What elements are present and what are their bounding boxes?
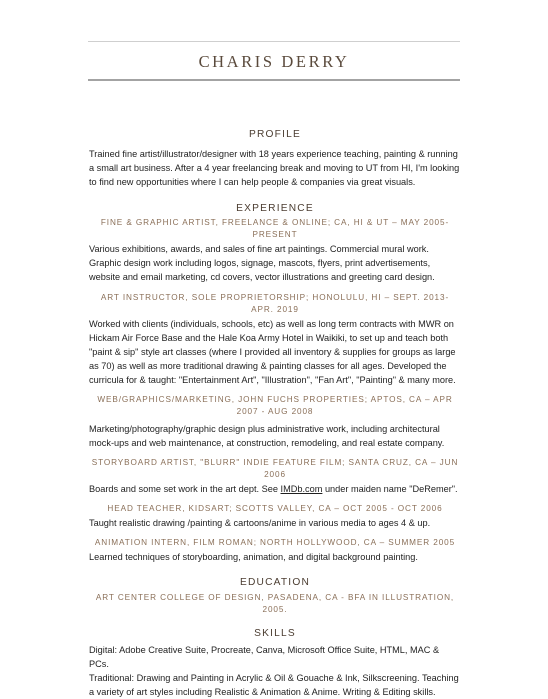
job-title: HEAD TEACHER, KIDSART; SCOTTS VALLEY, CA – OCT 2005 - OCT 2006 <box>107 504 443 514</box>
job-entry <box>89 292 461 387</box>
resume-name: CHARIS DERRY <box>198 52 350 71</box>
job-entry <box>89 503 461 530</box>
resume-content <box>89 128 461 699</box>
skills-traditional: Traditional: Drawing and Painting in Acrylic & Oil & Gouache & Ink, Silkscreening. Teaching a variety of art styles including Realistic & Animation & Anime. Writing & Editing skills. <box>89 672 459 697</box>
job-title: ART INSTRUCTOR, SOLE PROPRIETORSHIP; HONOLULU, HI – SEPT. 2013- APR. 2019 <box>100 292 450 314</box>
profile-heading: PROFILE <box>249 129 301 140</box>
job-title: STORYBOARD ARTIST, "BLURR" INDIE FEATURE FILM; SANTA CRUZ, CA – JUN 2006 <box>91 458 459 480</box>
experience-heading: EXPERIENCE <box>236 203 314 215</box>
education-heading: EDUCATION <box>239 576 311 588</box>
skills-heading: SKILLS <box>254 627 296 639</box>
job-description: Marketing/photography/graphic design plus administrative work, including architectural mock-ups and web maintenance, at construction, remodeling, and real estate company. <box>89 424 445 449</box>
job-description: Various exhibitions, awards, and sales of fine art paintings. Commercial mural work. Graphic design work including logos, signage, mascots, flyers, print advertisements, website and email marketing, cd covers, vector illustrations and greeting card design. <box>89 244 435 283</box>
skills-section <box>89 627 461 699</box>
profile-section <box>89 128 461 189</box>
skills-digital: Digital: Adobe Creative Suite, Procreate, Canva, Microsoft Office Suite, HTML, MAC & PCs. <box>89 644 440 669</box>
education-entry: ART CENTER COLLEGE OF DESIGN, PASADENA, CA - BFA IN ILLUSTRATION, 2005. <box>95 592 455 614</box>
job-description-text: Boards and some set work in the art dept. See <box>89 484 281 495</box>
header-bottom-rule <box>88 79 460 81</box>
job-description: Learned techniques of storyboarding, animation, and digital background painting. <box>89 552 418 563</box>
job-title: FINE & GRAPHIC ARTIST, FREELANCE & ONLINE; CA, HI & UT – MAY 2005-PRESENT <box>100 218 450 240</box>
job-entry <box>89 537 461 564</box>
header-top-rule <box>88 41 460 42</box>
job-description <box>89 482 461 496</box>
job-title: ANIMATION INTERN, FILM ROMAN; NORTH HOLLYWOOD, CA – SUMMER 2005 <box>94 538 456 548</box>
job-title: WEB/GRAPHICS/MARKETING, JOHN FUCHS PROPERTIES; APTOS, CA – APR 2007 - AUG 2008 <box>97 395 453 417</box>
job-entry <box>89 394 461 450</box>
job-entry <box>89 217 461 284</box>
education-section <box>89 576 461 616</box>
profile-text: Trained fine artist/illustrator/designer with 18 years experience teaching, painting & running a small art business. After a 4 year freelancing break and moving to UT from HI, I'm looking to find new opportunities where I can help people & companies via great visuals. <box>89 149 460 188</box>
imdb-link[interactable]: IMDb.com <box>280 484 323 495</box>
experience-section <box>89 202 461 564</box>
job-description: Worked with clients (individuals, schools, etc) as well as long term contracts with MWR on Hickam Air Force Base and the Hale Koa Army Hotel in Waikiki, to set up and teach both "paint & sip" style art classes (where I provided all inventory & supplies for groups as large as 70) as well as more traditional drawing & painting classes for all ages. Developed the curricula for & taught: "Entertainment Art", "Illustration", "Fan Art", "Painting" & many more. <box>89 318 456 385</box>
job-description-text: under maiden name "DeRemer". <box>322 484 458 495</box>
job-entry <box>89 457 461 496</box>
job-description: Taught realistic drawing /painting & cartoons/anime in various media to ages 4 & up. <box>89 518 431 529</box>
